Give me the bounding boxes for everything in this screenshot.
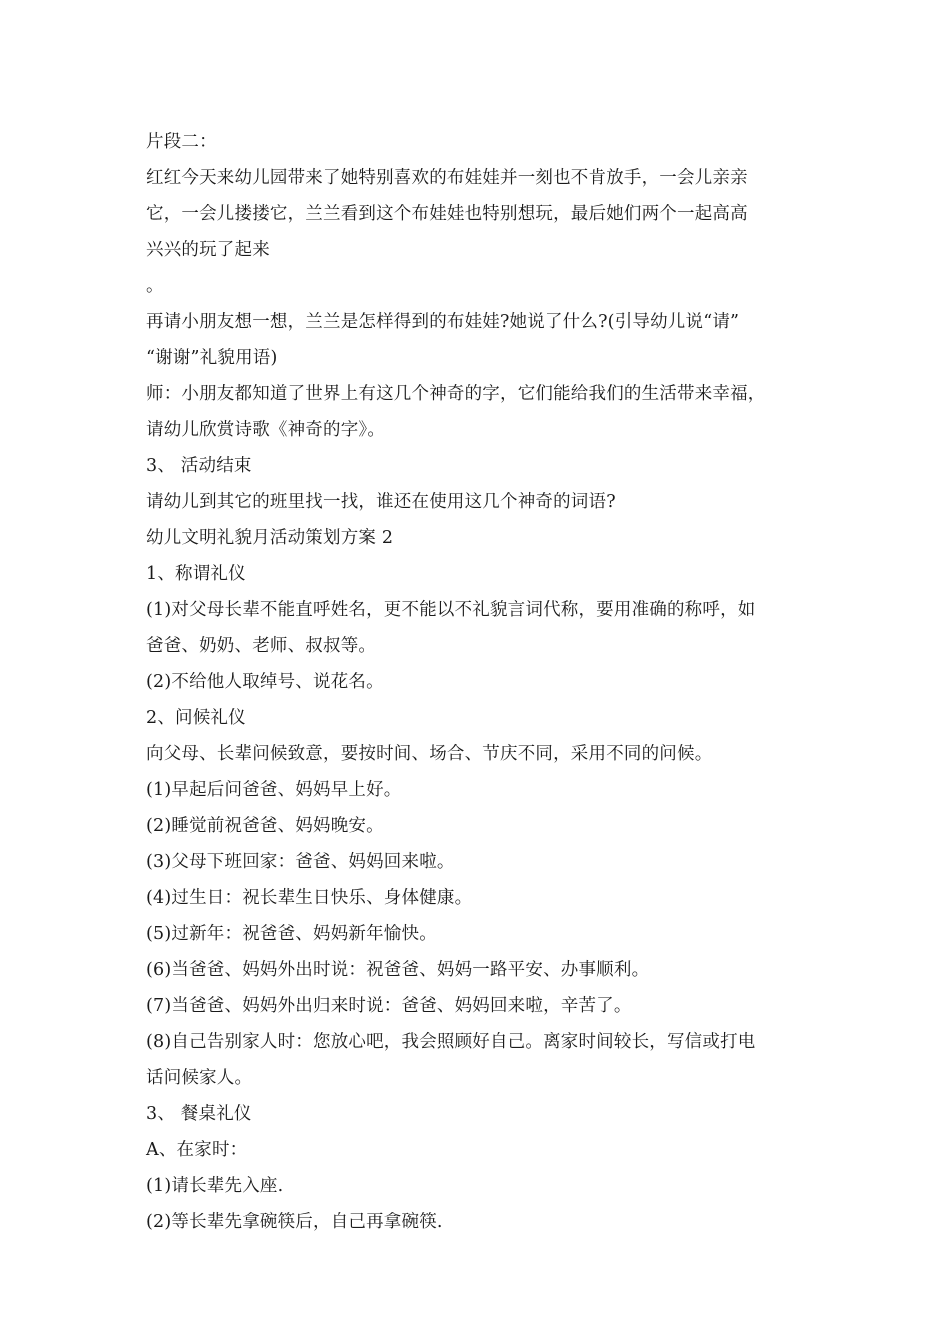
list-item-line: (2)不给他人取绰号、说花名。 (146, 672, 384, 692)
list-item-line: (1)对父母长辈不能直呼姓名，更不能以不礼貌言词代称，要用准确的称呼，如 (146, 600, 756, 620)
teacher-text-line: 请幼儿欣赏诗歌《神奇的字》。 (146, 420, 386, 440)
list-item-line: 爸爸、奶奶、老师、叔叔等。 (146, 636, 377, 656)
list-item-line: (2)睡觉前祝爸爸、妈妈晚安。 (146, 816, 384, 836)
list-item-line: (7)当爸爸、妈妈外出归来时说：爸爸、妈妈回来啦，辛苦了。 (146, 996, 632, 1016)
stray-punctuation: 。 (146, 276, 164, 296)
list-item-line: (3)父母下班回家：爸爸、妈妈回来啦。 (146, 852, 455, 872)
story-text-line: 兴兴的玩了起来 (146, 240, 270, 260)
list-item-line: 话问候家人。 (146, 1068, 253, 1088)
body-text-line: 请幼儿到其它的班里找一找，谁还在使用这几个神奇的词语? (146, 492, 616, 512)
teacher-text-line: 师：小朋友都知道了世界上有这几个神奇的字，它们能给我们的生活带来幸福， (146, 384, 766, 404)
body-text-line: 向父母、长辈问候致意，要按时间、场合、节庆不同，采用不同的问候。 (146, 744, 713, 764)
list-item-line: (4)过生日：祝长辈生日快乐、身体健康。 (146, 888, 473, 908)
list-item-line: (5)过新年：祝爸爸、妈妈新年愉快。 (146, 924, 437, 944)
list-item-line: (8)自己告别家人时：您放心吧，我会照顾好自己。离家时间较长，写信或打电 (146, 1032, 756, 1052)
plan-title: 幼儿文明礼貌月活动策划方案 2 (146, 528, 394, 548)
section-heading: 3、 活动结束 (146, 456, 252, 476)
section-heading: 3、 餐桌礼仪 (146, 1104, 252, 1124)
question-text-line: “谢谢”礼貌用语) (146, 348, 278, 368)
section-label: 片段二： (146, 132, 217, 152)
section-heading: 1、称谓礼仪 (146, 564, 246, 584)
subsection-heading: A、在家时： (146, 1140, 248, 1160)
story-text-line: 红红今天来幼儿园带来了她特别喜欢的布娃娃并一刻也不肯放手，一会儿亲亲 (146, 168, 748, 188)
section-heading: 2、问候礼仪 (146, 708, 246, 728)
question-text-line: 再请小朋友想一想，兰兰是怎样得到的布娃娃?她说了什么?(引导幼儿说“请” (146, 312, 740, 332)
list-item-line: (6)当爸爸、妈妈外出时说：祝爸爸、妈妈一路平安、办事顺利。 (146, 960, 650, 980)
list-item-line: (1)请长辈先入座. (146, 1176, 284, 1196)
story-text-line: 它，一会儿搂搂它，兰兰看到这个布娃娃也特别想玩，最后她们两个一起高高 (146, 204, 748, 224)
list-item-line: (2)等长辈先拿碗筷后，自己再拿碗筷. (146, 1212, 443, 1232)
list-item-line: (1)早起后问爸爸、妈妈早上好。 (146, 780, 402, 800)
document-body (146, 124, 826, 1240)
